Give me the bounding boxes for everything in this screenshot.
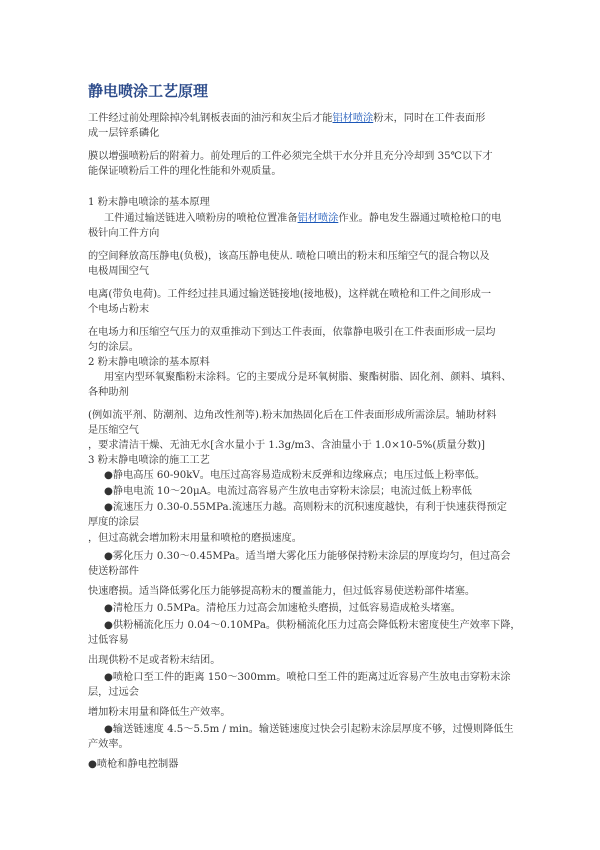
intro-line-1: 工件经过前处理除掉冷轧钢板表面的油污和灰尘后才能铝材喷涂粉末，同时在工件表面形 (88, 113, 486, 124)
section-2-line-4: 是压缩空气 (88, 425, 139, 436)
intro-line-4: 能保证喷粉后工件的理化性能和外观质量。 (88, 166, 282, 177)
section-1-line-6: 个电场占粉末 (88, 304, 150, 315)
bullet-atomization-line-1: ●雾化压力 0.30～0.45MPa。适当增大雾化压力能够保持粉末涂层的厚度均匀，但过高会 (104, 551, 511, 562)
bullet-fluidization-line-3: 出现供粉不足或者粉末结团。 (88, 655, 221, 666)
section-2-heading: 2 粉末静电喷涂的基本原料 (88, 357, 210, 368)
section-3-heading: 3 粉末静电喷涂的施工工艺 (88, 455, 210, 466)
bullet-voltage: ●静电高压 60-90kV。电压过高容易造成粉末反弹和边缘麻点；电压过低上粉率低。 (104, 470, 486, 481)
bullet-flow-pressure-line-2: 厚度的涂层 (88, 517, 139, 528)
bullet-fluidization-line-1: ●供粉桶流化压力 0.04～0.10MPa。供粉桶流化压力过高会降低粉末密度使生产效率下降， (104, 620, 521, 631)
section-1-line-7: 在电场力和压缩空气压力的双重推动下到达工件表面，依靠静电吸引在工件表面形成一层均 (88, 327, 496, 338)
bullet-current: ●静电电流 10～20μA。电流过高容易产生放电击穿粉末涂层；电流过低上粉率低 (104, 486, 472, 497)
bullet-conveyor-line-1: ●输送链速度 4.5～5.5m / min。输送链速度过快会引起粉末涂层厚度不够，过慢则降低生 (104, 724, 514, 735)
section-1-line-1: 工件通过输送链进入喷粉房的喷枪位置准备铝材喷涂作业。静电发生器通过喷枪枪口的电 (104, 213, 502, 224)
bullet-flow-pressure-line-1: ●流速压力 0.30-0.55MPa.流速压力越。高则粉末的沉积速度越快，有利于快速获得预定 (104, 502, 507, 513)
intro-line-2: 成一层锌系磷化 (88, 128, 160, 139)
intro-line-3: 膜以增强喷粉后的附着力。前处理后的工件必须完全烘干水分并且充分冷却到 35℃以下才 (88, 151, 493, 162)
bullet-fluidization-line-2: 过低容易 (88, 635, 129, 646)
section-1-heading: 1 粉末静电喷涂的基本原理 (88, 197, 210, 208)
aluminum-spraying-link[interactable]: 铝材喷涂 (332, 113, 374, 124)
section-2-line-5: ，要求清洁干燥、无油无水[含水量小于 1.3g/m3、含油量小于 1.0×10-5%(质量分数)] (88, 440, 486, 451)
bullet-flow-pressure-line-3: ，但过高就会增加粉末用量和喷枪的磨损速度。 (88, 533, 302, 544)
section-1-line-4: 电极周围空气 (88, 266, 150, 277)
bullet-clean-gun: ●清枪压力 0.5MPa。清枪压力过高会加速枪头磨损，过低容易造成枪头堵塞。 (104, 603, 461, 614)
section-2-line-1: 用室内型环氧聚酯粉末涂料。它的主要成分是环氧树脂、聚酯树脂、固化剂、颜料、填料、 (104, 372, 512, 383)
bullet-atomization-line-2: 使送粉部件 (88, 566, 139, 577)
bullet-distance-line-3: 增加粉末用量和降低生产效率。 (88, 707, 231, 718)
bullet-gun-controller: ●喷枪和静电控制器 (88, 759, 179, 770)
section-1-line-8: 匀的涂层。 (88, 342, 139, 353)
bullet-atomization-line-3: 快速磨损。适当降低雾化压力能够提高粉末的覆盖能力，但过低容易使送粉部件堵塞。 (88, 586, 476, 597)
section-1-line-2: 极针向工件方向 (88, 228, 160, 239)
section-1-line-5: 电离(带负电荷)。工件经过挂具通过输送链接地(接地极)，这样就在喷枪和工件之间形成一 (88, 289, 492, 300)
section-2-line-2: 各种助剂 (88, 387, 129, 398)
document-title: 静电喷涂工艺原理 (88, 82, 209, 100)
section-2-line-3: (例如流平剂、防潮剂、边角改性剂等).粉末加热固化后在工件表面形成所需涂层。辅助材料 (88, 410, 497, 421)
bullet-distance-line-2: 层，过远会 (88, 687, 139, 698)
bullet-distance-line-1: ●喷枪口至工件的距离 150～300mm。喷枪口至工件的距离过近容易产生放电击穿粉末涂 (104, 672, 511, 683)
section-1-line-3: 的空间释放高压静电(负极)，该高压静电使从. 喷枪口喷出的粉末和压缩空气的混合物以及 (88, 251, 490, 262)
bullet-conveyor-line-2: 产效率。 (88, 739, 129, 750)
aluminum-spraying-link-2[interactable]: 铝材喷涂 (297, 213, 339, 224)
